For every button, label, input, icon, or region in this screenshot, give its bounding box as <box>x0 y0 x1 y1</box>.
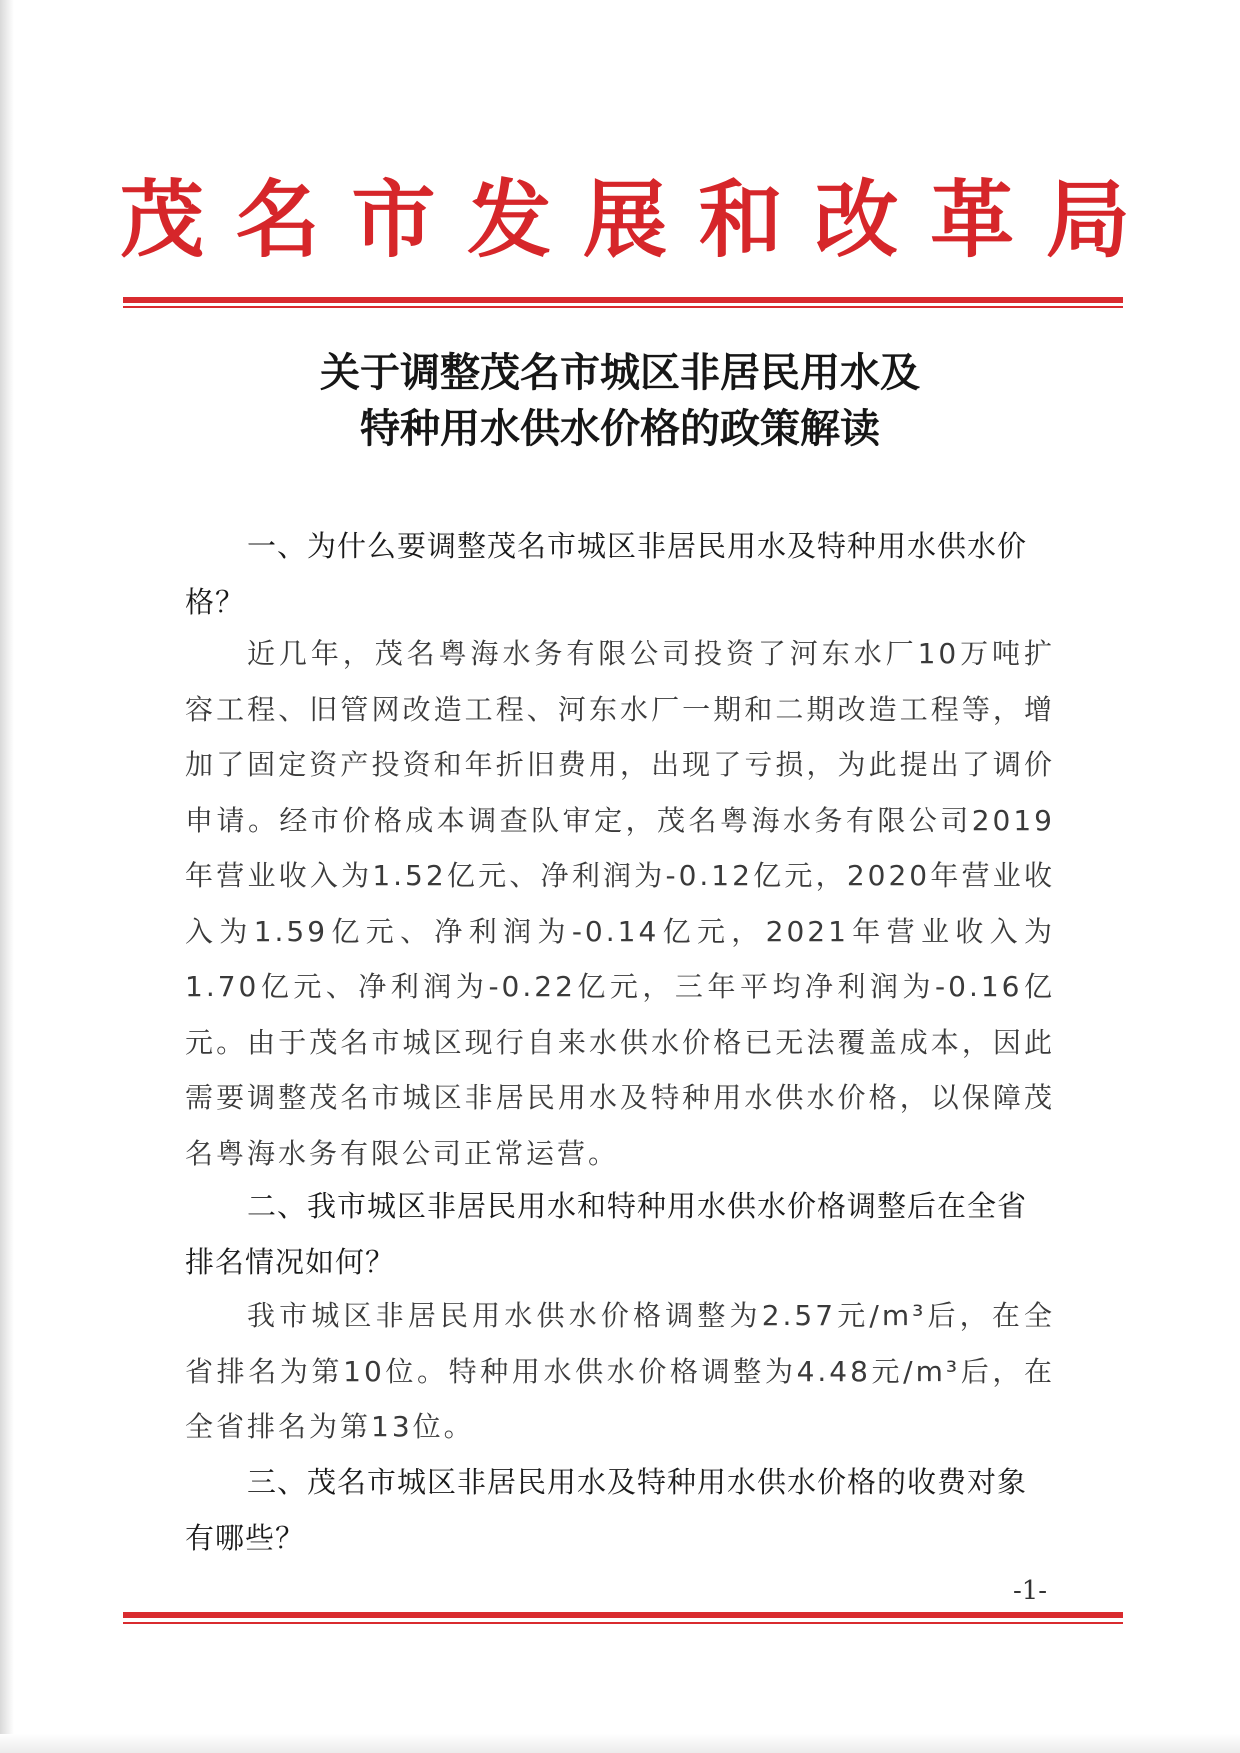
scan-shadow-bottom <box>0 1734 1240 1753</box>
section-2-paragraph: 我市城区非居民用水供水价格调整为2.57元/m³后，在全省排名为第10位。特种用水供水价格调整为4.48元/m³后，在全省排名为第13位。 <box>185 1299 1055 1443</box>
footer-red-rule-thick <box>123 1612 1123 1618</box>
header-char: 革 <box>930 170 1015 269</box>
header-char: 发 <box>467 170 552 269</box>
section-1-heading: 一、为什么要调整茂名市城区非居民用水及特种用水供水价格？ <box>185 529 1028 619</box>
document-title-line-2: 特种用水供水价格的政策解读 <box>360 405 880 452</box>
scan-shadow-left <box>0 0 14 1753</box>
section-1-paragraph: 近几年，茂名粤海水务有限公司投资了河东水厂10万吨扩容工程、旧管网改造工程、河东水厂一期和二期改造工程等，增加了固定资产投资和年折旧费用，出现了亏损，为此提出了调价申请。经市价格成本调查队审定，茂名粤海水务有限公司2019年营业收入为1.52亿元、净利润为-0.12亿元，2020年营业收入为1.59亿元、净利润为-0.14亿元，2021年营业收入为1.70亿元、净利润为-0.22亿元，三年平均净利润为-0.16亿元。由于茂名市城区现行自来水供水价格已无法覆盖成本，因此需要调整茂名市城区非居民用水及特种用水供水价格，以保障茂名粤海水务有限公司正常运营。 <box>185 637 1055 1170</box>
page-number: -1- <box>1012 1576 1048 1606</box>
header-char: 茂 <box>120 170 205 269</box>
footer-red-rule-thin <box>123 1622 1123 1624</box>
header-char: 市 <box>351 170 436 269</box>
document-title-line-1: 关于调整茂名市城区非居民用水及 <box>320 349 920 396</box>
header-char: 展 <box>582 170 667 269</box>
issuing-authority-header <box>120 165 1130 275</box>
header-char: 名 <box>235 170 320 269</box>
section-2-heading: 二、我市城区非居民用水和特种用水供水价格调整后在全省排名情况如何？ <box>185 1189 1028 1279</box>
header-char: 和 <box>698 170 783 269</box>
section-3-heading: 三、茂名市城区非居民用水及特种用水供水价格的收费对象有哪些？ <box>185 1465 1028 1555</box>
header-char: 局 <box>1045 170 1130 269</box>
header-char: 改 <box>814 170 899 269</box>
header-red-rule-thick <box>123 297 1123 303</box>
header-red-rule-thin <box>123 306 1123 308</box>
